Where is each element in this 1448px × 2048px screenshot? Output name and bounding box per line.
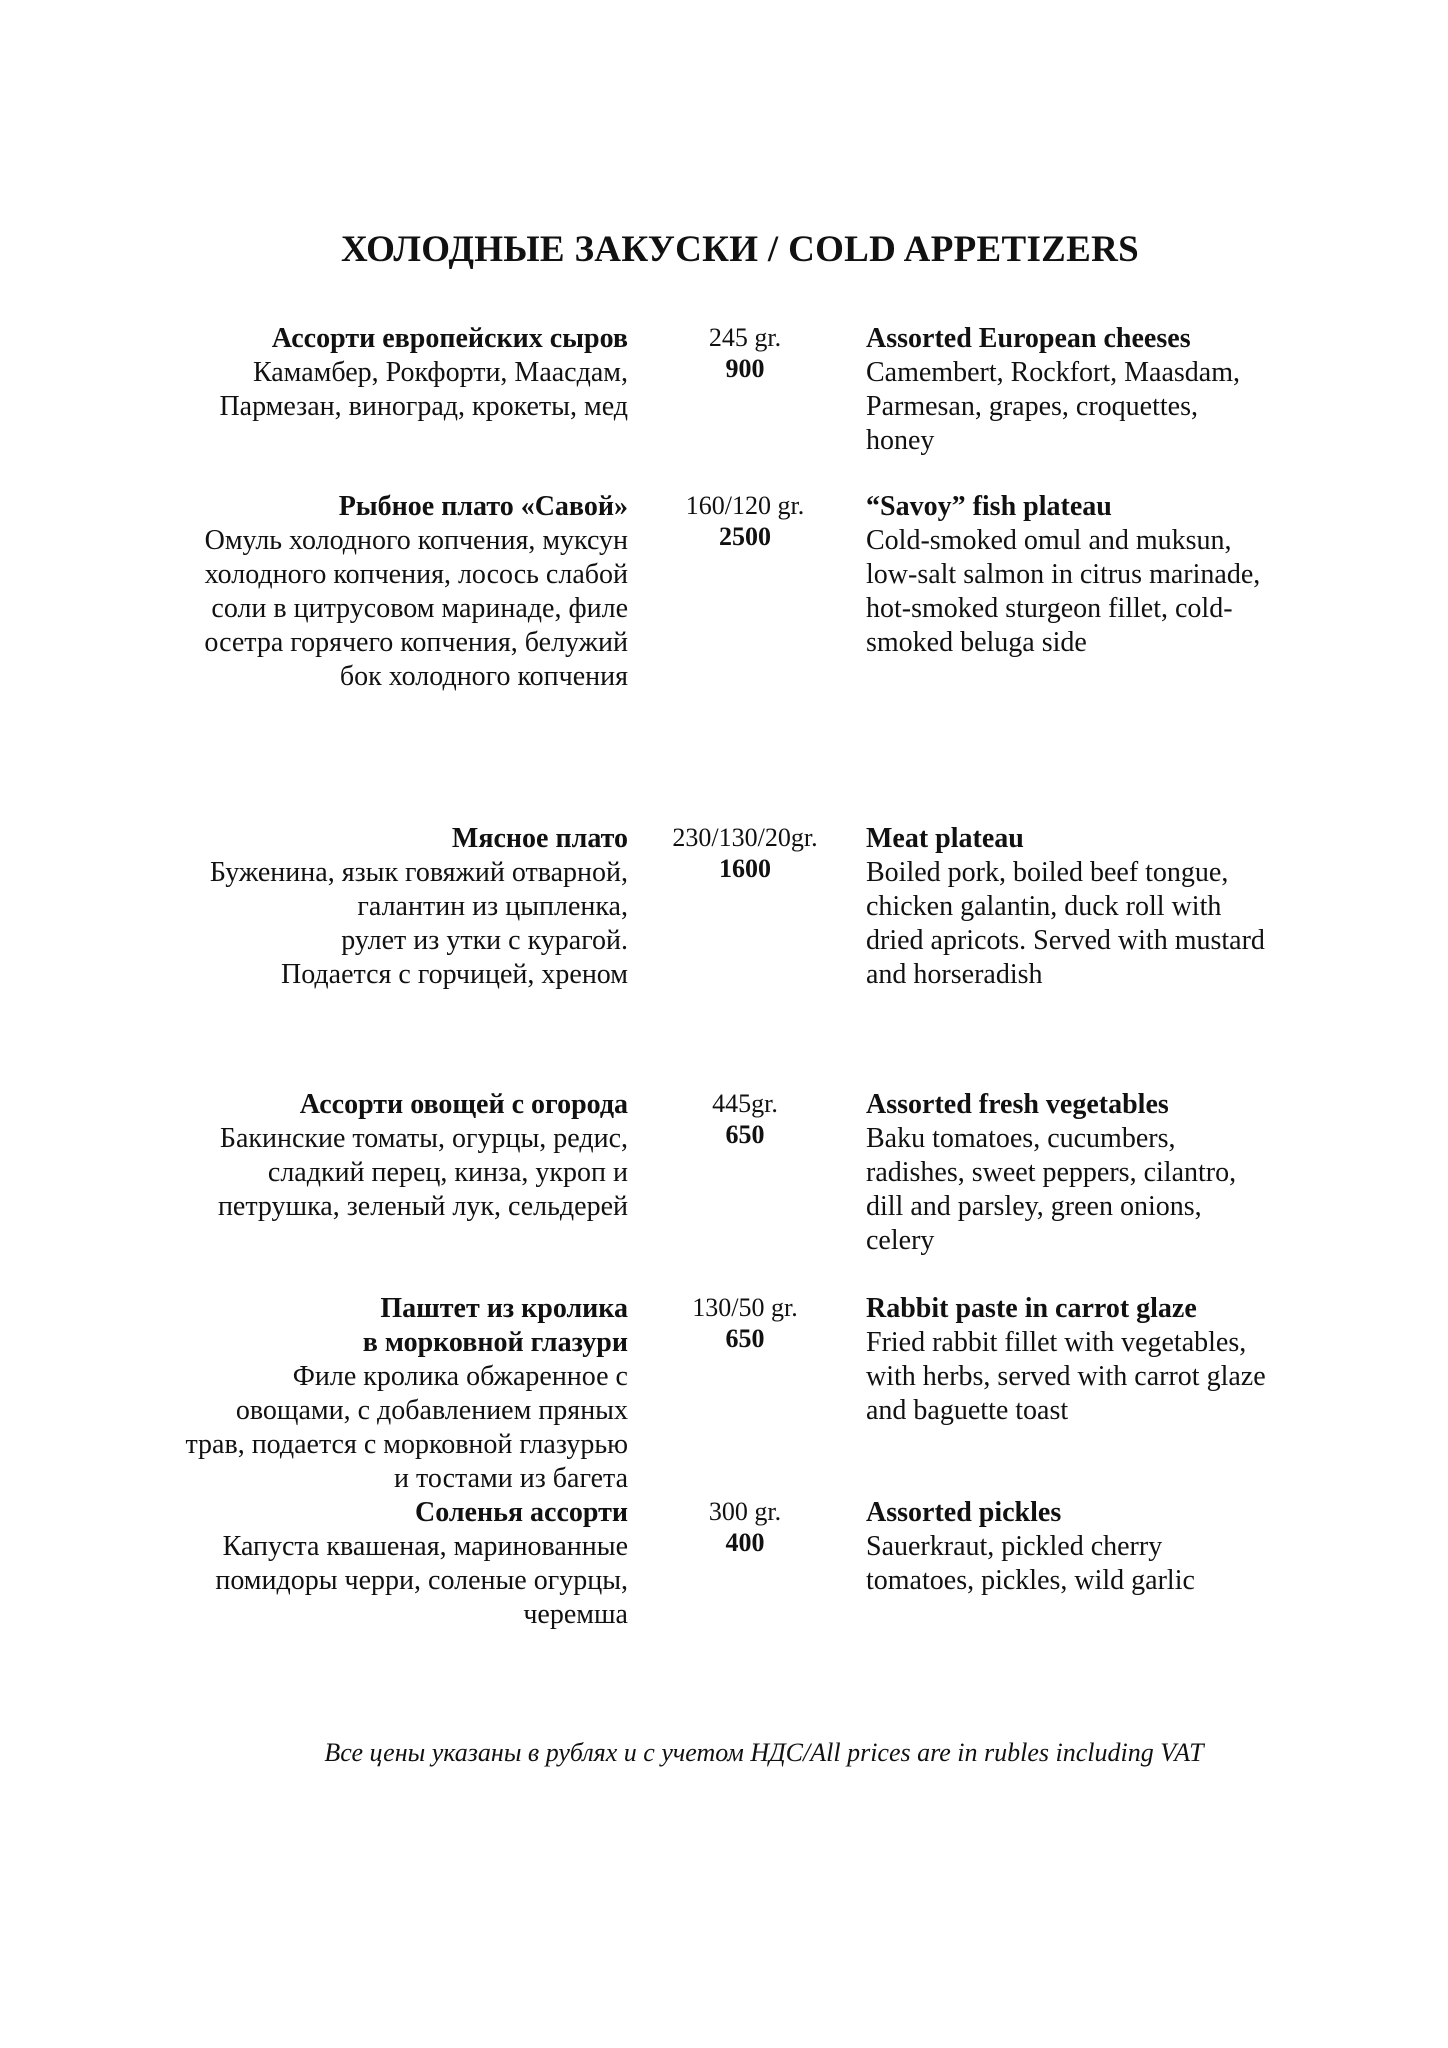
item-price: 900: [725, 354, 765, 383]
item-en-desc-line: and horseradish: [866, 959, 1043, 990]
item-ru-name: Мясное плато: [451, 823, 628, 854]
item-ru-text: [68, 1088, 628, 1224]
item-weight-price: [660, 322, 830, 384]
item-en-desc-line: Baku tomatoes, cucumbers,: [866, 1123, 1176, 1154]
item-ru-desc-line: Пармезан, виноград, крокеты, мед: [219, 391, 628, 422]
item-ru-name: Ассорти европейских сыров: [271, 323, 628, 354]
item-ru-text: [68, 490, 628, 694]
item-weight: 130/50 gr.: [692, 1293, 798, 1322]
item-ru-desc-line: и тостами из багета: [394, 1463, 628, 1494]
item-weight-price: [660, 822, 830, 884]
item-en-text: [866, 1496, 1306, 1598]
item-en-desc-line: tomatoes, pickles, wild garlic: [866, 1565, 1195, 1596]
item-en-desc-line: dill and parsley, green onions,: [866, 1191, 1202, 1222]
item-weight: 230/130/20gr.: [672, 823, 818, 852]
item-price: 1600: [719, 854, 771, 883]
item-price: 650: [725, 1120, 765, 1149]
item-ru-name: Рыбное плато «Савой»: [338, 491, 628, 522]
item-ru-text: [68, 1292, 628, 1496]
item-ru-name: Паштет из кролика: [380, 1293, 628, 1324]
item-ru-desc-line: осетра горячего копчения, белужий: [204, 627, 628, 658]
item-ru-desc-line: петрушка, зеленый лук, сельдерей: [217, 1191, 628, 1222]
item-ru-desc-line: Филе кролика обжаренное с: [292, 1361, 628, 1392]
item-weight: 245 gr.: [708, 323, 782, 352]
item-en-desc-line: with herbs, served with carrot glaze: [866, 1361, 1266, 1392]
item-en-desc-line: radishes, sweet peppers, cilantro,: [866, 1157, 1237, 1188]
item-price: 2500: [719, 522, 771, 551]
item-en-text: [866, 322, 1306, 458]
item-en-desc-line: honey: [866, 425, 935, 456]
item-en-desc-line: celery: [866, 1225, 935, 1256]
item-en-desc-line: hot-smoked sturgeon fillet, cold-: [866, 593, 1233, 624]
item-en-desc-line: dried apricots. Served with mustard: [866, 925, 1265, 956]
item-en-name: Rabbit paste in carrot glaze: [866, 1293, 1197, 1324]
item-ru-desc-line: Капуста квашеная, маринованные: [222, 1531, 628, 1562]
item-weight-price: [660, 490, 830, 552]
item-weight-price: [660, 1292, 830, 1354]
item-en-desc-line: Cold-smoked omul and muksun,: [866, 525, 1232, 556]
item-en-desc-line: low-salt salmon in citrus marinade,: [866, 559, 1261, 590]
item-en-desc-line: Parmesan, grapes, croquettes,: [866, 391, 1198, 422]
item-ru-desc-line: Буженина, язык говяжий отварной,: [209, 857, 628, 888]
item-weight: 160/120 gr.: [685, 491, 805, 520]
item-ru-desc-line: Подается с горчицей, хреном: [281, 959, 628, 990]
item-en-desc-line: and baguette toast: [866, 1395, 1069, 1426]
item-ru-desc-line: овощами, с добавлением пряных: [235, 1395, 628, 1426]
item-ru-name: Ассорти овощей с огорода: [299, 1089, 628, 1120]
item-ru-desc-line: бок холодного копчения: [339, 661, 628, 692]
item-ru-name: в морковной глазури: [362, 1327, 628, 1358]
page-title: ХОЛОДНЫЕ ЗАКУСКИ / COLD APPETIZERS: [340, 229, 1140, 270]
item-price: 650: [725, 1324, 765, 1353]
item-price: 400: [725, 1528, 765, 1557]
item-weight: 300 gr.: [708, 1497, 782, 1526]
item-ru-desc-line: Камамбер, Рокфорти, Маасдам,: [252, 357, 628, 388]
item-en-name: Meat plateau: [866, 823, 1024, 854]
item-ru-desc-line: помидоры черри, соленые огурцы,: [215, 1565, 628, 1596]
item-ru-desc-line: рулет из утки с курагой.: [341, 925, 628, 956]
item-ru-desc-line: Омуль холодного копчения, муксун: [204, 525, 628, 556]
item-en-desc-line: Fried rabbit fillet with vegetables,: [866, 1327, 1247, 1358]
item-ru-text: [68, 1496, 628, 1632]
item-ru-desc-line: Бакинские томаты, огурцы, редис,: [219, 1123, 628, 1154]
item-ru-text: [68, 322, 628, 424]
item-ru-desc-line: соли в цитрусовом маринаде, филе: [211, 593, 628, 624]
item-en-name: Assorted pickles: [866, 1497, 1062, 1528]
item-en-name: Assorted fresh vegetables: [866, 1089, 1169, 1120]
item-en-desc-line: smoked beluga side: [866, 627, 1087, 658]
item-en-name: “Savoy” fish plateau: [866, 491, 1112, 522]
item-ru-desc-line: холодного копчения, лосось слабой: [204, 559, 628, 590]
price-note-footer: Все цены указаны в рублях и с учетом НДС/All prices are in rubles including VAT: [324, 1738, 1204, 1767]
item-ru-desc-line: галантин из цыпленка,: [357, 891, 628, 922]
item-weight: 445gr.: [712, 1089, 778, 1118]
item-en-text: [866, 822, 1306, 992]
item-en-text: [866, 1292, 1306, 1428]
item-en-desc-line: Boiled pork, boiled beef tongue,: [866, 857, 1229, 888]
item-ru-text: [68, 822, 628, 992]
item-ru-name: Соленья ассорти: [414, 1497, 628, 1528]
item-en-desc-line: Camembert, Rockfort, Maasdam,: [866, 357, 1241, 388]
item-en-desc-line: Sauerkraut, pickled cherry: [866, 1531, 1163, 1562]
item-ru-desc-line: трав, подается с морковной глазурью: [185, 1429, 628, 1460]
item-weight-price: [660, 1088, 830, 1150]
item-en-text: [866, 1088, 1306, 1258]
item-en-name: Assorted European cheeses: [866, 323, 1191, 354]
item-ru-desc-line: сладкий перец, кинза, укроп и: [267, 1157, 628, 1188]
item-en-desc-line: chicken galantin, duck roll with: [866, 891, 1222, 922]
item-ru-desc-line: черемша: [523, 1599, 628, 1630]
item-weight-price: [660, 1496, 830, 1558]
item-en-text: [866, 490, 1306, 660]
